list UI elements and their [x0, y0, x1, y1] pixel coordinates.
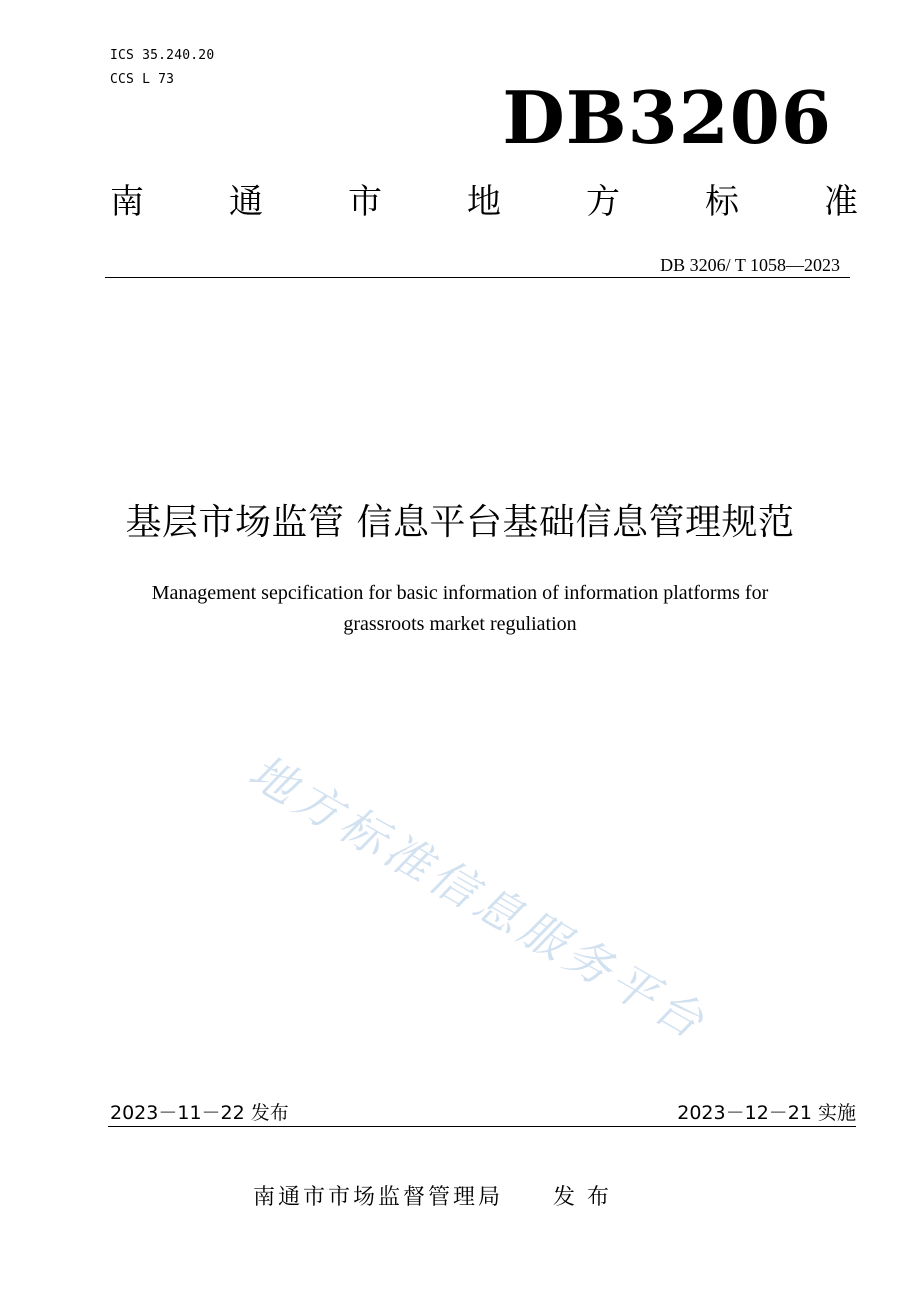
ics-code: ICS 35.240.20	[110, 48, 215, 63]
standard-type-char: 标	[705, 182, 739, 222]
standard-type-char: 市	[348, 182, 382, 222]
english-title-line-1: Management sepcification for basic information of information platforms for	[151, 582, 769, 604]
release-date: 2023－11－22 发布	[110, 1102, 289, 1124]
document-title-english	[0, 578, 920, 640]
publisher-row	[253, 1183, 621, 1213]
standard-type-char: 方	[586, 182, 620, 222]
footer-divider	[108, 1126, 856, 1127]
date-row	[110, 1101, 856, 1125]
standard-type-heading	[110, 180, 858, 224]
watermark: 地方标准信息服务平台	[239, 744, 718, 1051]
standard-number: DB 3206/ T 1058—2023	[660, 255, 840, 275]
standard-code-logo: DB3206	[502, 75, 832, 160]
ccs-code: CCS L 73	[110, 72, 175, 87]
implementation-date: 2023－12－21 实施	[677, 1102, 856, 1124]
standard-type-char: 南	[110, 182, 144, 222]
publisher-name: 南通市市场监督管理局	[253, 1185, 504, 1210]
standard-type-char: 通	[229, 182, 263, 222]
header-divider	[105, 277, 850, 278]
english-title-line-2: grassroots market reguliation	[343, 613, 577, 635]
issue-label: 发布	[553, 1185, 622, 1210]
standard-type-char: 准	[824, 182, 858, 222]
document-title-chinese: 基层市场监管 信息平台基础信息管理规范	[125, 502, 795, 543]
standard-type-char: 地	[467, 182, 501, 222]
